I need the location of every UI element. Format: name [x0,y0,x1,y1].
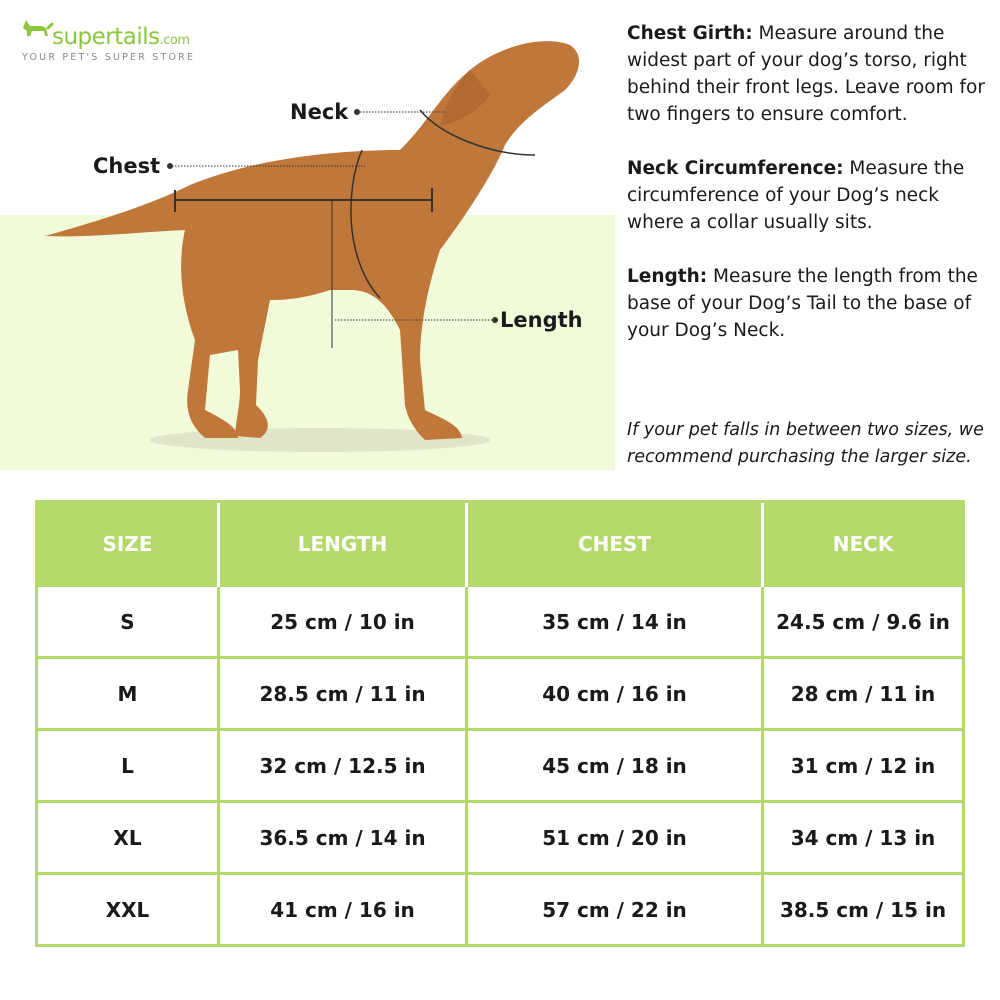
size-chart-table [35,500,965,947]
chest-cell: 45 cm / 18 in [467,730,763,802]
table-row [37,802,964,874]
chest-girth-instruction: Chest Girth: Measure around the widest part of your dog’s torso, right behind their front legs. Leave room for two fingers to ensure comfort. [627,23,985,125]
length-instruction: Length: Measure the length from the base of your Dog’s Tail to the base of your Dog’s Neck. [627,266,978,341]
neck-cell: 34 cm / 13 in [763,802,964,874]
length-cell: 41 cm / 16 in [219,874,467,946]
table-row [37,658,964,730]
dog-illustration [0,0,615,470]
size-cell: XXL [37,874,219,946]
table-row [37,586,964,658]
chest-cell: 51 cm / 20 in [467,802,763,874]
chest-cell: 40 cm / 16 in [467,658,763,730]
neck-cell: 38.5 cm / 15 in [763,874,964,946]
table-header-row [37,502,964,586]
neck-circumference-instruction: Neck Circumference: Measure the circumference of your Dog’s neck where a collar usually sits. [627,158,965,233]
chest-cell: 35 cm / 14 in [467,586,763,658]
chest-cell: 57 cm / 22 in [467,874,763,946]
length-cell: 32 cm / 12.5 in [219,730,467,802]
header-chest: CHEST [467,502,763,586]
size-cell: L [37,730,219,802]
neck-cell: 28 cm / 11 in [763,658,964,730]
length-cell: 25 cm / 10 in [219,586,467,658]
table-row [37,730,964,802]
length-cell: 36.5 cm / 14 in [219,802,467,874]
length-cell: 28.5 cm / 11 in [219,658,467,730]
brand-name: supertails.com [52,24,190,50]
header-neck: NECK [763,502,964,586]
size-cell: M [37,658,219,730]
brand-tagline: YOUR PET'S SUPER STORE [22,52,196,63]
size-recommendation-note: If your pet falls in between two sizes, we recommend purchasing the larger size. [627,420,984,467]
neck-cell: 24.5 cm / 9.6 in [763,586,964,658]
neck-cell: 31 cm / 12 in [763,730,964,802]
size-cell: XL [37,802,219,874]
table-row [37,874,964,946]
header-length: LENGTH [219,502,467,586]
chest-label: Chest [93,154,161,178]
header-size: SIZE [37,502,219,586]
neck-label: Neck [290,100,349,124]
size-cell: S [37,586,219,658]
length-label: Length [500,308,583,332]
measurement-instructions [627,20,987,371]
